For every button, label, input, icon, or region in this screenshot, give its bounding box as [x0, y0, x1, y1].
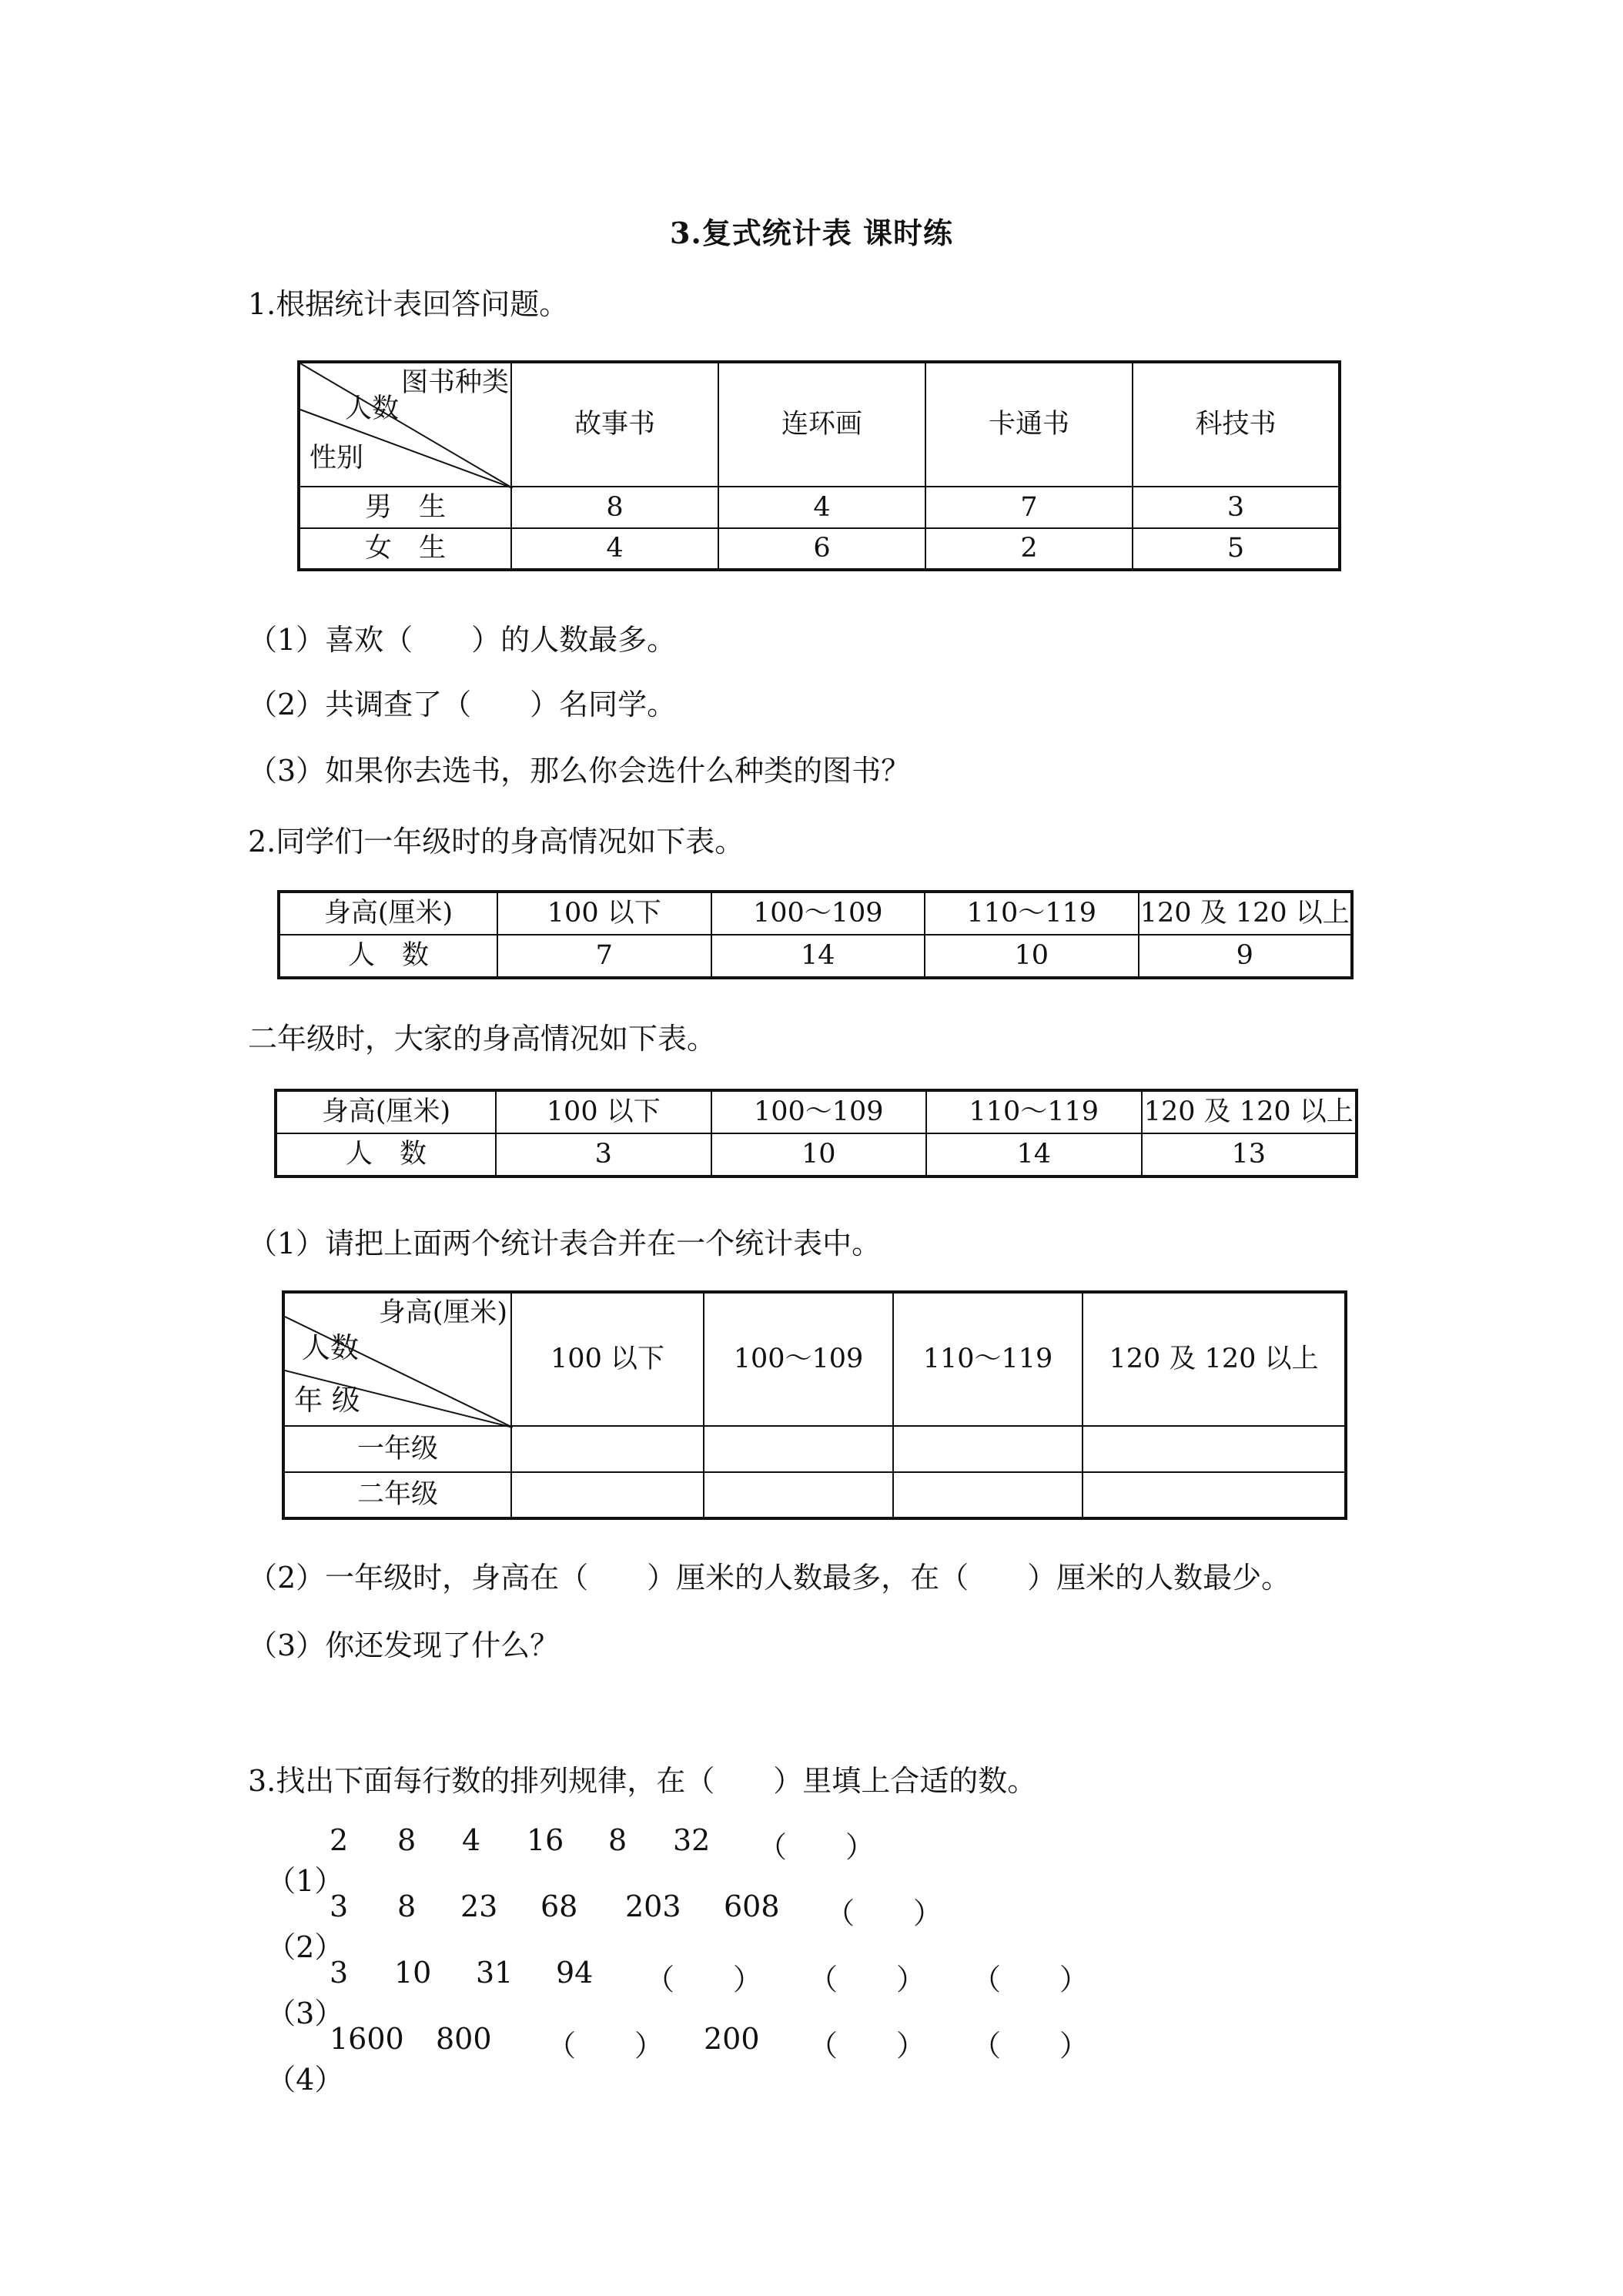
q3-prompt: 3.找出下面每行数的排列规律，在（ ）里填上合适的数。 [248, 1764, 1037, 1798]
q2-prompt2: 二年级时，大家的身高情况如下表。 [248, 1022, 717, 1056]
seq-item: 32 [673, 1823, 711, 1857]
table-cell: 6 [718, 528, 925, 570]
combined-height-table [282, 1290, 1347, 1520]
seq-item: 8 [397, 1823, 417, 1857]
seq-item: 203 [625, 1889, 681, 1923]
table-cell: 2 [925, 528, 1133, 570]
row-label: 一年级 [283, 1426, 511, 1472]
blank-cell[interactable] [704, 1426, 893, 1472]
answer-blank[interactable]: （ ） [758, 1830, 875, 1864]
blank-cell[interactable] [1083, 1472, 1346, 1518]
range-cell: 100～109 [711, 1090, 927, 1133]
seq-item: 608 [724, 1889, 780, 1923]
q1-sub1: （1）喜欢（ ）的人数最多。 [248, 623, 677, 657]
row-header: 身高(厘米) [279, 892, 497, 935]
seq-item: 4 [462, 1823, 481, 1857]
answer-blank[interactable]: （ ） [645, 1963, 763, 1996]
answer-blank[interactable]: （ ） [972, 1963, 1089, 1996]
seq-item: 16 [527, 1823, 564, 1857]
seq-item: 2 [330, 1823, 349, 1857]
range-cell: 120 及 120 以上 [1142, 1090, 1357, 1133]
seq-item: 800 [436, 2022, 492, 2056]
count-cell: 14 [926, 1133, 1142, 1176]
col-header: 故事书 [511, 362, 718, 487]
col-header: 110～119 [893, 1292, 1083, 1426]
blank-cell[interactable] [511, 1426, 704, 1472]
seq-item: 94 [556, 1956, 594, 1990]
col-header: 120 及 120 以上 [1083, 1292, 1346, 1426]
range-cell: 100 以下 [496, 1090, 711, 1133]
seq-item: 1600 [330, 2022, 404, 2056]
row-label: 二年级 [283, 1472, 511, 1518]
range-cell: 110～119 [926, 1090, 1142, 1133]
range-cell: 100 以下 [497, 892, 711, 935]
range-cell: 110～119 [925, 892, 1139, 935]
blank-cell[interactable] [893, 1426, 1083, 1472]
q1-corner-cell [299, 362, 511, 487]
table-cell: 5 [1133, 528, 1340, 570]
seq-item: 200 [704, 2022, 760, 2056]
seq-item: 10 [394, 1956, 432, 1990]
seq-item: 31 [476, 1956, 514, 1990]
blank-cell[interactable] [1083, 1426, 1346, 1472]
corner-middle-label: 人数 [345, 393, 400, 424]
blank-cell[interactable] [511, 1472, 704, 1518]
corner-top-label: 身高(厘米) [378, 1297, 507, 1328]
col-header: 连环画 [718, 362, 925, 487]
page-title: 3.复式统计表 课时练 [670, 216, 953, 250]
answer-blank[interactable]: （ ） [808, 2029, 926, 2063]
answer-blank[interactable]: （ ） [972, 2029, 1089, 2063]
blank-cell[interactable] [893, 1472, 1083, 1518]
seq-item: 3 [330, 1889, 349, 1923]
corner-top-label: 图书种类 [400, 367, 509, 398]
q2-sub3: （3）你还发现了什么？ [248, 1628, 560, 1662]
answer-blank[interactable]: （ ） [808, 1963, 926, 1996]
q2-sub2: （2）一年级时，身高在（ ）厘米的人数最多，在（ ）厘米的人数最少。 [248, 1561, 1291, 1595]
range-cell: 100～109 [711, 892, 925, 935]
row-header: 身高(厘米) [276, 1090, 496, 1133]
q1-sub2: （2）共调查了（ ）名同学。 [248, 688, 677, 721]
q1-sub3: （3）如果你去选书，那么你会选什么种类的图书？ [248, 754, 911, 788]
count-cell: 3 [496, 1133, 711, 1176]
row-label: （4） [266, 2063, 344, 2097]
q1-table [297, 360, 1341, 571]
table-cell: 4 [511, 528, 718, 570]
count-cell: 7 [497, 935, 711, 978]
row-label: （3） [266, 1996, 344, 2030]
corner-bottom-label: 年 级 [294, 1384, 360, 1417]
grade1-height-table [277, 890, 1354, 979]
col-header: 100～109 [704, 1292, 893, 1426]
blank-cell[interactable] [704, 1472, 893, 1518]
seq-item: 23 [460, 1889, 498, 1923]
seq-item: 68 [540, 1889, 578, 1923]
table-cell: 3 [1133, 487, 1340, 528]
table-cell: 8 [511, 487, 718, 528]
row-label: （1） [266, 1864, 344, 1898]
row-label: 女 生 [299, 528, 511, 570]
q1-prompt: 1.根据统计表回答问题。 [248, 287, 569, 321]
col-header: 100 以下 [511, 1292, 704, 1426]
range-cell: 120 及 120 以上 [1139, 892, 1353, 935]
seq-item: 8 [397, 1889, 417, 1923]
answer-blank[interactable]: （ ） [547, 2029, 664, 2063]
seq-item: 3 [330, 1956, 349, 1990]
combined-corner-cell [283, 1292, 511, 1426]
table-cell: 7 [925, 487, 1133, 528]
count-cell: 13 [1142, 1133, 1357, 1176]
q2-sub1: （1）请把上面两个统计表合并在一个统计表中。 [248, 1227, 882, 1260]
count-cell: 9 [1139, 935, 1353, 978]
col-header: 科技书 [1133, 362, 1340, 487]
table-cell: 4 [718, 487, 925, 528]
q2-prompt: 2.同学们一年级时的身高情况如下表。 [248, 825, 745, 858]
col-header: 卡通书 [925, 362, 1133, 487]
row-label: 男 生 [299, 487, 511, 528]
row-header: 人 数 [279, 935, 497, 978]
seq-item: 8 [608, 1823, 627, 1857]
answer-blank[interactable]: （ ） [825, 1896, 943, 1930]
grade2-height-table [274, 1089, 1358, 1178]
count-cell: 14 [711, 935, 925, 978]
row-header: 人 数 [276, 1133, 496, 1176]
corner-middle-label: 人数 [302, 1331, 359, 1364]
row-label: （2） [266, 1930, 344, 1964]
corner-bottom-label: 性别 [310, 443, 364, 474]
count-cell: 10 [925, 935, 1139, 978]
count-cell: 10 [711, 1133, 927, 1176]
